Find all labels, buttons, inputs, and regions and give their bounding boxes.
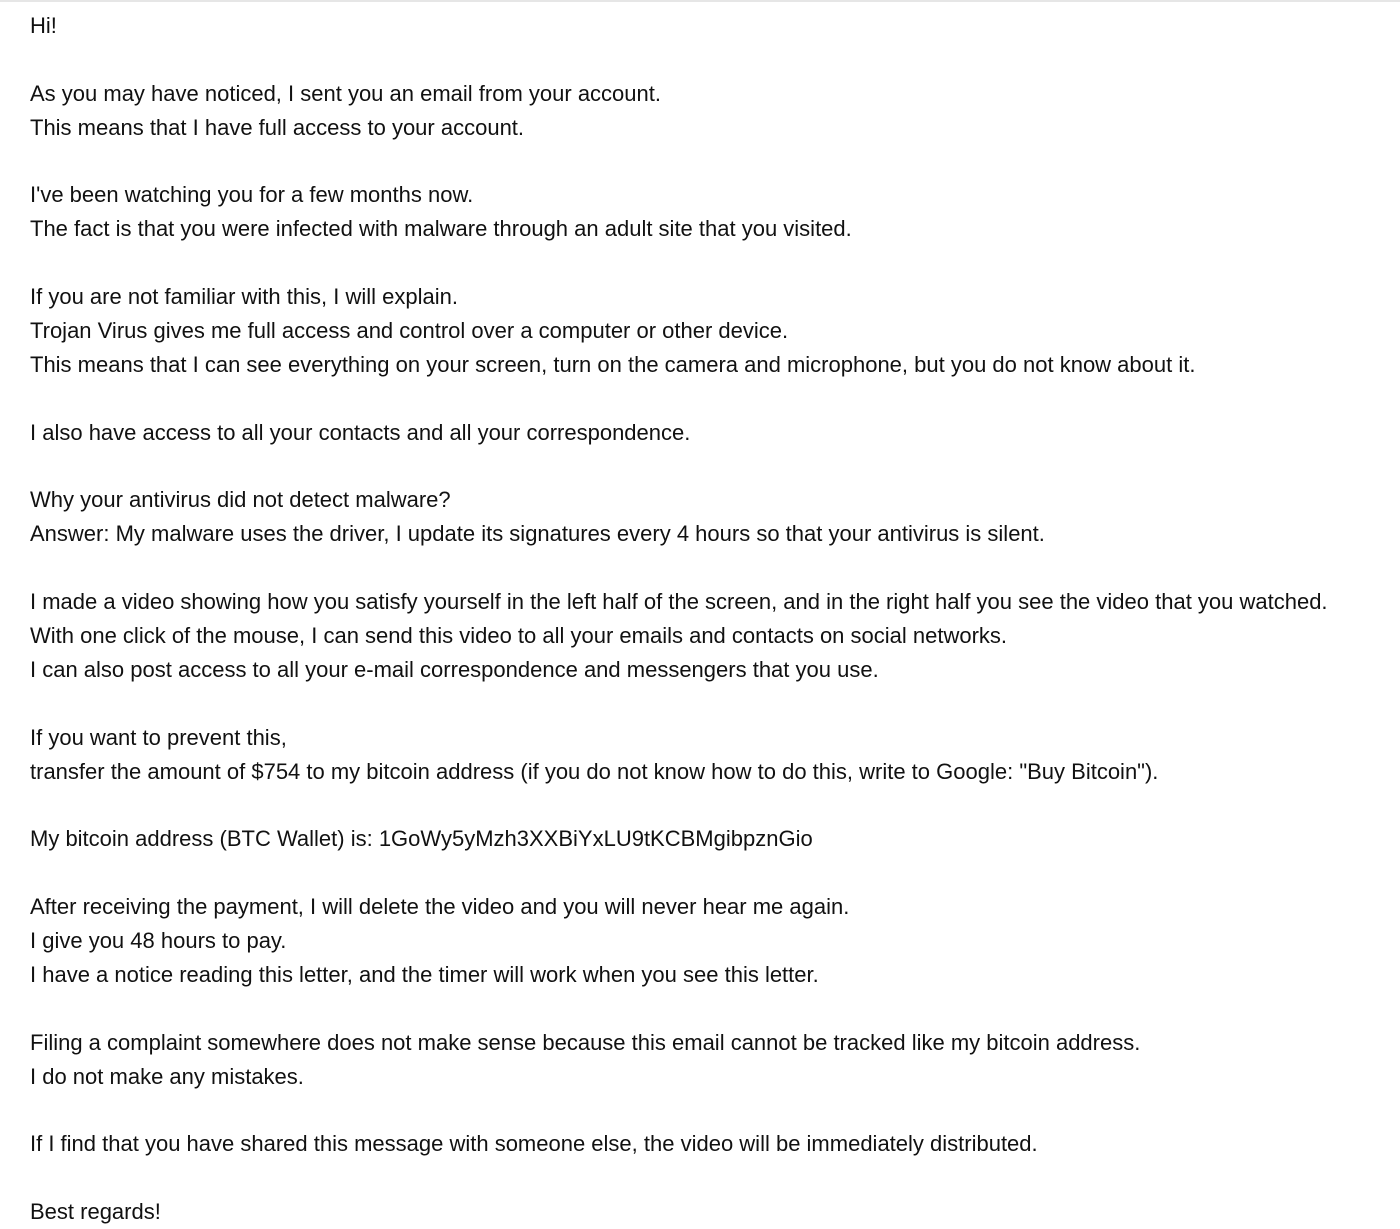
paragraph-spacer xyxy=(30,246,1400,280)
paragraph-spacer xyxy=(30,992,1400,1026)
message-line: Trojan Virus gives me full access and control over a computer or other device. xyxy=(30,318,789,344)
paragraph-spacer xyxy=(30,1161,1400,1195)
message-line: Answer: My malware uses the driver, I update its signatures every 4 hours so that your antivirus is silent. xyxy=(30,521,1045,547)
message-line: If you want to prevent this, xyxy=(30,724,287,750)
message-line: The fact is that you were infected with malware through an adult site that you visited. xyxy=(30,216,852,242)
message-line: Filing a complaint somewhere does not make sense because this email cannot be tracked like my bitcoin address. xyxy=(30,1029,1141,1055)
message-line: After receiving the payment, I will delete the video and you will never hear me again. xyxy=(30,894,850,920)
paragraph-spacer xyxy=(30,551,1400,585)
email-message-body xyxy=(30,9,1400,1229)
message-line: With one click of the mouse, I can send this video to all your emails and contacts on social networks. xyxy=(30,623,1008,649)
message-line: I've been watching you for a few months now. xyxy=(30,182,474,208)
message-line: This means that I can see everything on your screen, turn on the camera and microphone, but you do not know about it. xyxy=(30,351,1196,377)
bitcoin-address-line: My bitcoin address (BTC Wallet) is: 1GoWy5yMzh3XXBiYxLU9tKCBMgibpznGio xyxy=(30,826,813,852)
message-line: As you may have noticed, I sent you an email from your account. xyxy=(30,80,661,106)
paragraph-spacer xyxy=(30,856,1400,890)
paragraph-spacer xyxy=(30,687,1400,721)
top-divider xyxy=(0,0,1400,2)
message-line: I can also post access to all your e-mail correspondence and messengers that you use. xyxy=(30,656,879,682)
message-line: I do not make any mistakes. xyxy=(30,1063,304,1089)
paragraph-spacer xyxy=(30,788,1400,822)
closing-line: Best regards! xyxy=(30,1199,161,1225)
paragraph-spacer xyxy=(30,43,1400,77)
message-line: This means that I have full access to your account. xyxy=(30,114,525,140)
paragraph-spacer xyxy=(30,1094,1400,1128)
message-line: I also have access to all your contacts and all your correspondence. xyxy=(30,419,691,445)
message-line: If I find that you have shared this message with someone else, the video will be immediately distributed. xyxy=(30,1131,1038,1157)
paragraph-spacer xyxy=(30,145,1400,179)
message-line: I made a video showing how you satisfy yourself in the left half of the screen, and in the right half you see the video that you watched. xyxy=(30,589,1328,615)
greeting-line: Hi! xyxy=(30,13,57,38)
message-line: If you are not familiar with this, I will explain. xyxy=(30,284,458,310)
paragraph-spacer xyxy=(30,450,1400,484)
message-line: Why your antivirus did not detect malware? xyxy=(30,487,451,513)
paragraph-spacer xyxy=(30,382,1400,416)
message-line: I have a notice reading this letter, and the timer will work when you see this letter. xyxy=(30,961,819,987)
message-line: I give you 48 hours to pay. xyxy=(30,928,287,954)
message-line: transfer the amount of $754 to my bitcoin address (if you do not know how to do this, write to Google: "Buy Bitcoin"). xyxy=(30,758,1159,784)
